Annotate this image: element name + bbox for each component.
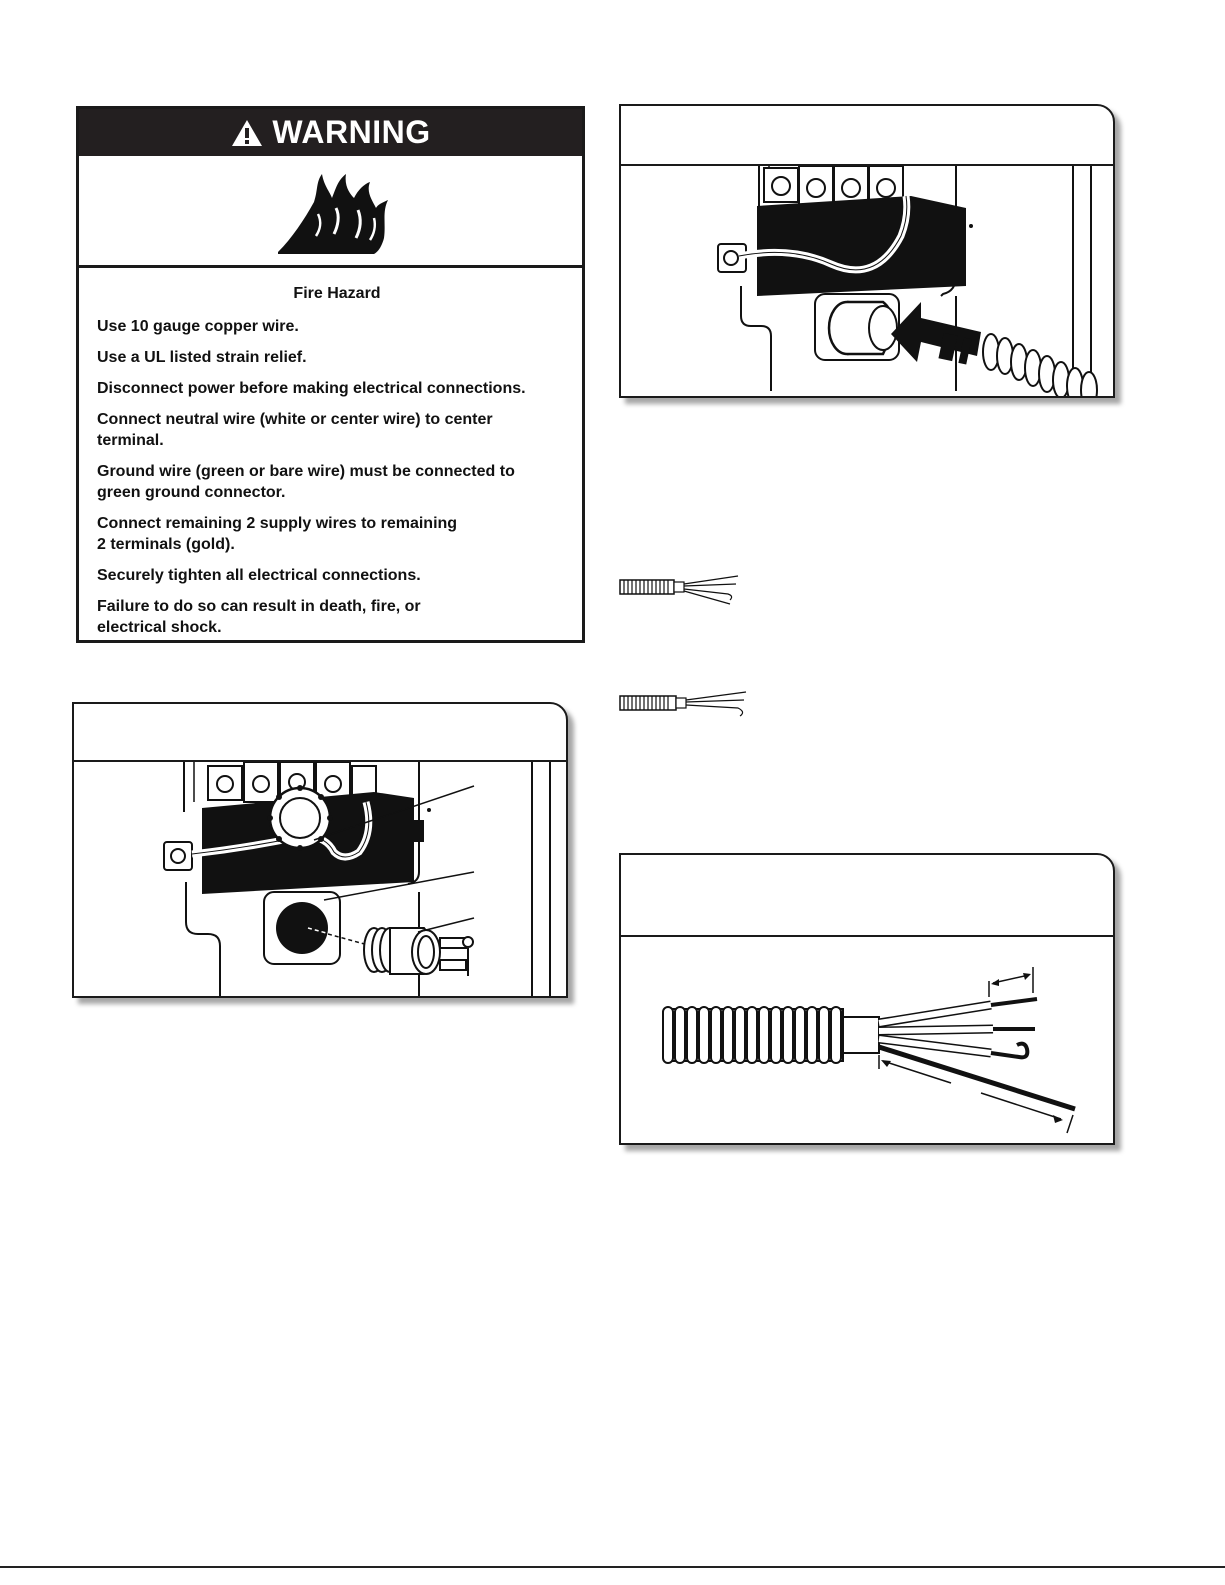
wire-thumbnail-1 xyxy=(618,572,742,608)
warning-body xyxy=(97,285,577,648)
hazard-symbol-area xyxy=(79,156,582,268)
figure-header xyxy=(621,855,1113,937)
warning-line: Use a UL listed strain relief. xyxy=(97,349,307,366)
figure-strain-relief-parts xyxy=(72,702,568,998)
figure-header xyxy=(74,704,566,762)
hazard-title: Fire Hazard xyxy=(293,285,381,302)
page-bottom-rule xyxy=(0,1566,1225,1568)
warning-line: Connect remaining 2 supply wires to remaining 2 terminals (gold). xyxy=(97,515,458,553)
warning-heading: WARNING xyxy=(272,114,431,150)
wire-thumbnail-2 xyxy=(618,686,752,722)
figure-header xyxy=(621,106,1113,166)
warning-box xyxy=(76,106,585,643)
alert-triangle-icon xyxy=(230,118,264,148)
wire-stripping-illustration xyxy=(621,937,1113,1145)
fire-icon xyxy=(274,168,394,260)
warning-line: Disconnect power before making electrical connections. xyxy=(97,380,526,397)
warning-header xyxy=(79,109,582,156)
warning-line: Ground wire (green or bare wire) must be connected to green ground connector. xyxy=(97,463,515,501)
warning-line: Failure to do so can result in death, fire, or electrical shock. xyxy=(97,598,421,636)
terminal-block-parts-illustration xyxy=(74,762,566,998)
figure-wire-stripping xyxy=(619,853,1115,1145)
warning-line: Securely tighten all electrical connections. xyxy=(97,567,421,584)
warning-line: Connect neutral wire (white or center wire) to center terminal. xyxy=(97,411,493,449)
terminal-block-illustration xyxy=(621,166,1113,398)
figure-strain-relief-inserted xyxy=(619,104,1115,398)
warning-line: Use 10 gauge copper wire. xyxy=(97,318,299,335)
